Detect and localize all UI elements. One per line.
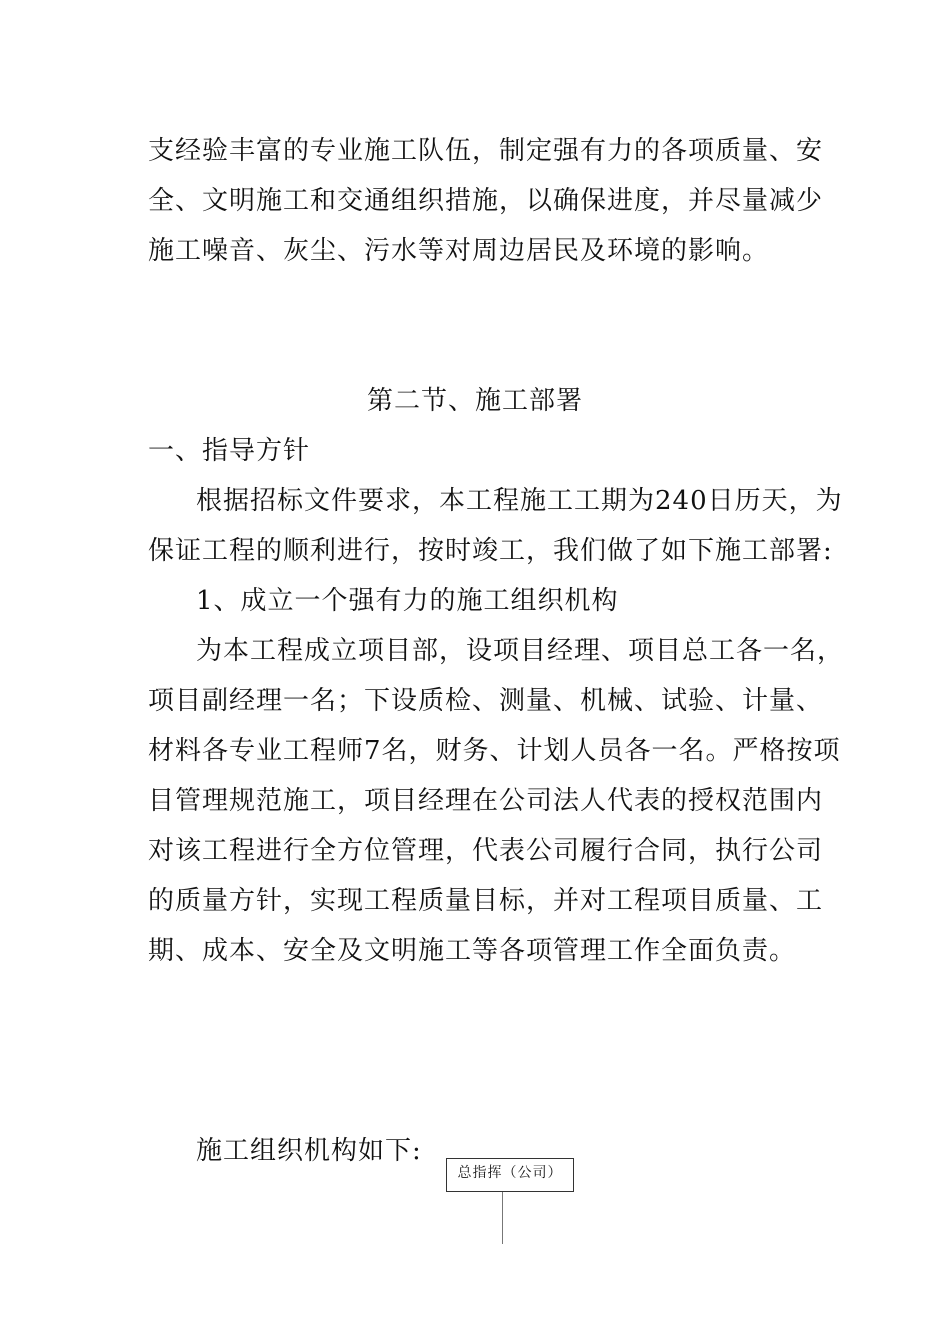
org-paragraph-line-6: 的质量方针，实现工程质量目标，并对工程项目质量、工 — [148, 886, 824, 916]
guideline-paragraph-line-2: 保证工程的顺利进行，按时竣工，我们做了如下施工部署: — [148, 536, 833, 566]
guideline-paragraph-line-1: 根据招标文件要求，本工程施工工期为240日历天，为 — [196, 486, 843, 516]
org-paragraph-line-4: 目管理规范施工，项目经理在公司法人代表的授权范围内 — [148, 786, 824, 816]
org-paragraph-line-5: 对该工程进行全方位管理，代表公司履行合同，执行公司 — [148, 836, 824, 866]
subheading-guideline: 一、指导方针 — [148, 436, 311, 466]
org-chart-intro: 施工组织机构如下: — [196, 1136, 422, 1166]
org-chart-top-box: 总指挥（公司） — [446, 1158, 574, 1192]
org-paragraph-line-7: 期、成本、安全及文明施工等各项管理工作全面负责。 — [148, 936, 797, 966]
intro-paragraph-line-1: 支经验丰富的专业施工队伍，制定强有力的各项质量、安 — [148, 136, 824, 166]
item-1-heading: 1、成立一个强有力的施工组织机构 — [196, 586, 619, 616]
intro-paragraph-line-3: 施工噪音、灰尘、污水等对周边居民及环境的影响。 — [148, 236, 770, 266]
intro-paragraph-line-2: 全、文明施工和交通组织措施，以确保进度，并尽量减少 — [148, 186, 824, 216]
org-chart-connector-line — [502, 1192, 503, 1244]
section-title: 第二节、施工部署 — [366, 386, 583, 416]
org-paragraph-line-1: 为本工程成立项目部，设项目经理、项目总工各一名， — [196, 636, 845, 666]
org-paragraph-line-3: 材料各专业工程师7名，财务、计划人员各一名。严格按项 — [148, 736, 841, 766]
org-paragraph-line-2: 项目副经理一名；下设质检、测量、机械、试验、计量、 — [148, 686, 824, 716]
